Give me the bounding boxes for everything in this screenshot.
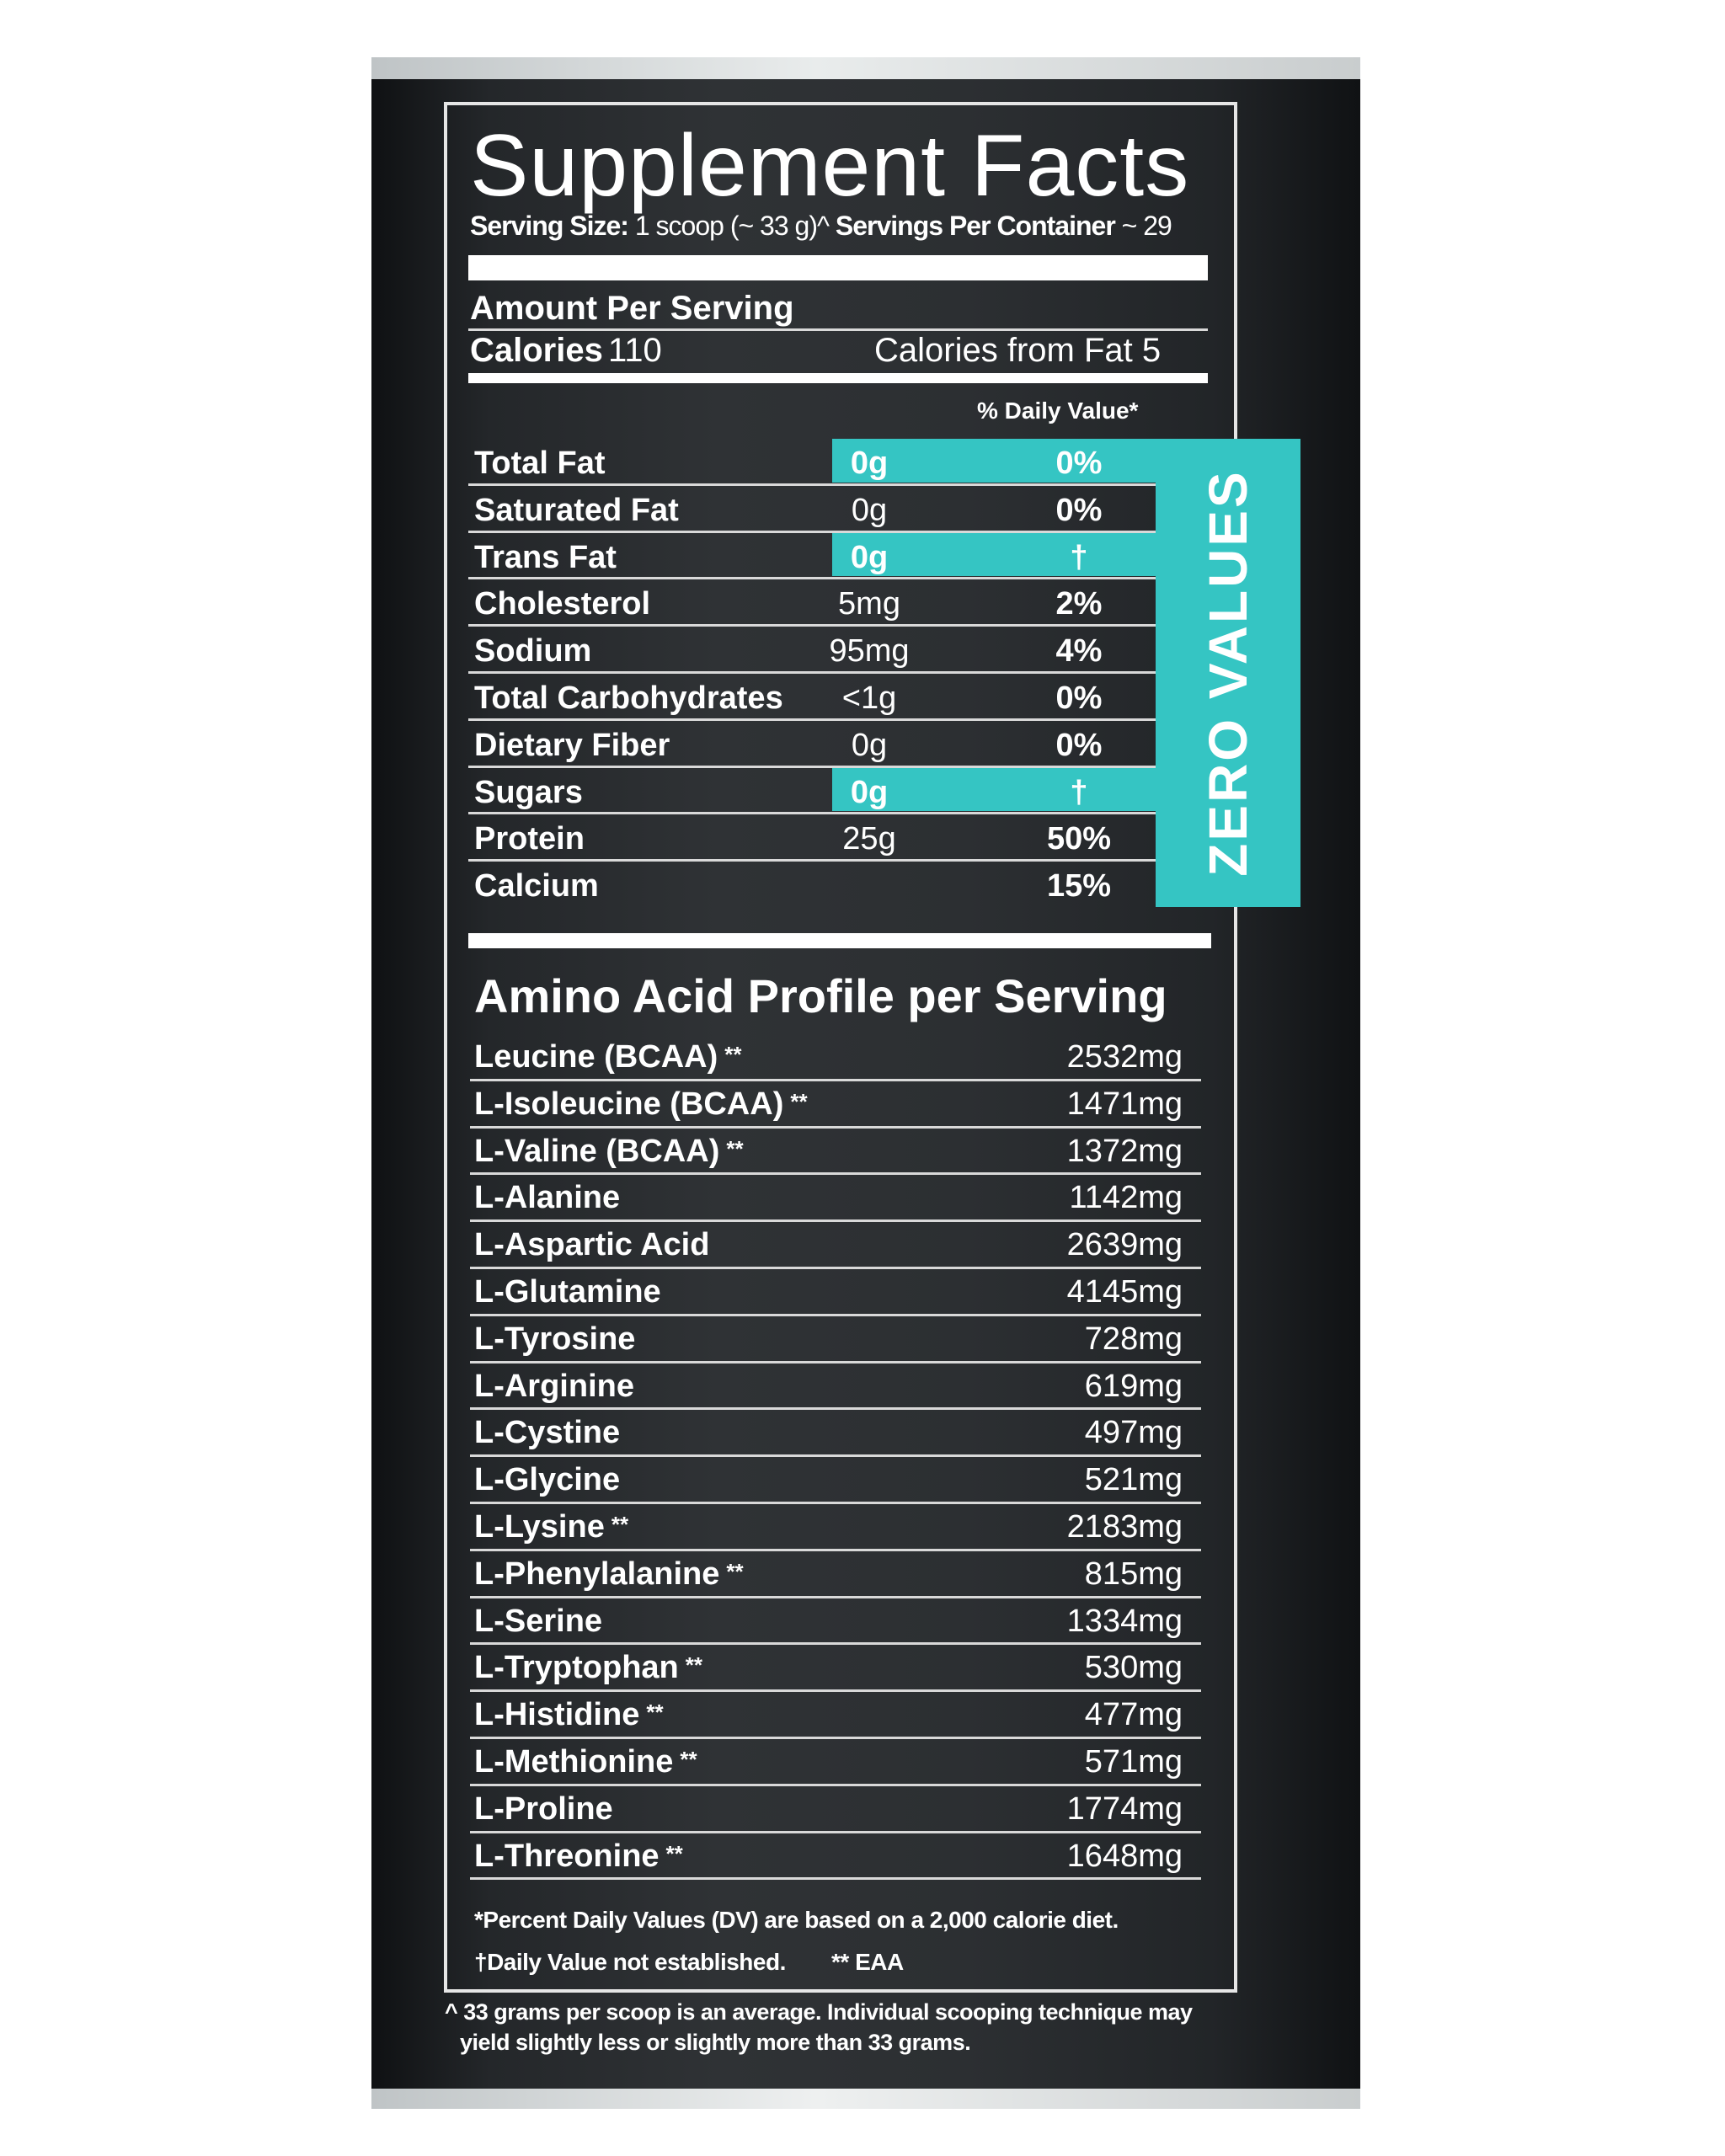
thick-divider-amino [468, 933, 1211, 948]
container-top-rim [371, 57, 1360, 79]
amino-row-divider [470, 1079, 1201, 1081]
amino-eaa-mark: ** [726, 1558, 744, 1584]
amino-eaa-mark: ** [665, 1840, 683, 1866]
amino-amount: 619mg [1084, 1368, 1183, 1404]
amino-row-divider [470, 1454, 1201, 1457]
amino-row-divider [470, 1689, 1201, 1692]
nutrient-name: Sodium [474, 633, 592, 670]
amino-eaa-mark: ** [611, 1512, 629, 1537]
amino-amount: 1774mg [1066, 1790, 1183, 1827]
amino-name-text: L-Threonine [474, 1838, 660, 1874]
nutrient-daily-value: 0% [1055, 727, 1103, 763]
amino-amount: 728mg [1084, 1321, 1183, 1357]
amino-eaa-mark: ** [726, 1135, 744, 1161]
amino-row-divider [470, 1126, 1201, 1129]
amino-name-text: L-Cystine [474, 1415, 621, 1451]
amino-row-divider [470, 1549, 1201, 1551]
servings-per-container-label: Servings Per Container [835, 211, 1115, 241]
amino-name-text: Leucine (BCAA) [474, 1039, 718, 1075]
amino-name [474, 1369, 641, 1405]
nutrient-name: Dietary Fiber [474, 727, 670, 763]
nutrient-amount: 0g [850, 539, 889, 575]
amino-row-divider [470, 1172, 1201, 1175]
amino-amount: 2639mg [1066, 1227, 1183, 1263]
servings-per-container-value: ~ 29 [1121, 211, 1172, 241]
amino-row-divider [470, 1596, 1201, 1598]
nutrient-row-divider [468, 483, 1156, 486]
amino-amount: 497mg [1084, 1415, 1183, 1451]
amino-amount: 4145mg [1066, 1274, 1183, 1310]
amino-amount: 2183mg [1066, 1509, 1183, 1545]
nutrient-daily-value: † [1070, 539, 1088, 575]
nutrient-amount: <1g [841, 680, 897, 716]
amino-name [474, 1086, 808, 1123]
amino-name-text: L-Aspartic Acid [474, 1227, 710, 1263]
amino-row-divider [470, 1267, 1201, 1269]
amino-amount: 477mg [1084, 1697, 1183, 1733]
amino-title: Amino Acid Profile per Serving [474, 969, 1167, 1022]
amino-amount: 1142mg [1069, 1180, 1183, 1216]
amino-name [474, 1604, 609, 1640]
nutrient-row-divider [468, 718, 1156, 721]
divider-calories [468, 373, 1208, 383]
daily-value-header: % Daily Value* [977, 398, 1139, 424]
nutrient-daily-value: † [1070, 774, 1088, 810]
amino-name [474, 1274, 668, 1310]
amino-amount: 815mg [1084, 1556, 1183, 1592]
nutrient-amount: 25g [842, 821, 896, 857]
amino-name [474, 1650, 702, 1686]
amino-amount: 1471mg [1066, 1086, 1183, 1122]
nutrient-amount: 0g [851, 727, 888, 763]
amino-eaa-mark: ** [724, 1042, 742, 1067]
amino-name [474, 1697, 664, 1733]
amino-eaa-mark: ** [685, 1652, 703, 1678]
nutrient-name: Cholesterol [474, 586, 651, 622]
amino-name-text: L-Phenylalanine [474, 1556, 720, 1592]
amino-name-text: L-Isoleucine (BCAA) [474, 1086, 784, 1122]
nutrient-name: Saturated Fat [474, 492, 679, 528]
amino-name-text: L-Histidine [474, 1697, 640, 1733]
amino-amount: 521mg [1084, 1462, 1183, 1498]
amino-amount: 1372mg [1066, 1133, 1183, 1169]
amino-row-divider [470, 1877, 1201, 1880]
amino-row-divider [470, 1737, 1201, 1739]
amino-row-divider [470, 1642, 1201, 1645]
amino-row-divider [470, 1314, 1201, 1316]
amino-name-text: L-Tryptophan [474, 1650, 679, 1686]
amino-row-divider [470, 1361, 1201, 1364]
nutrient-row-divider [468, 624, 1156, 627]
nutrient-name: Sugars [474, 774, 583, 810]
nutrient-row-divider [468, 577, 1156, 579]
nutrient-name: Total Carbohydrates [474, 680, 783, 716]
nutrient-daily-value: 0% [1055, 492, 1103, 528]
amino-name-text: L-Glycine [474, 1462, 621, 1498]
calories-label: Calories [470, 332, 603, 369]
footnote-scoop-2: yield slightly less or slightly more than 33 grams. [460, 2030, 971, 2055]
nutrient-amount: 5mg [838, 586, 900, 622]
nutrient-daily-value: 50% [1046, 821, 1112, 857]
amino-amount: 571mg [1084, 1744, 1183, 1780]
calories-from-fat: Calories from Fat 5 [874, 332, 1162, 369]
nutrient-daily-value: 4% [1055, 633, 1103, 670]
amino-name [474, 1462, 627, 1498]
amino-name-text: L-Serine [474, 1603, 603, 1639]
nutrient-daily-value: 2% [1055, 586, 1103, 622]
footnote-dv: *Percent Daily Values (DV) are based on a 2,000 calorie diet. [474, 1907, 1119, 1933]
nutrient-daily-value: 0% [1055, 680, 1103, 716]
zero-values-text: ZERO VALUES [1198, 469, 1258, 877]
amino-amount: 2532mg [1066, 1039, 1183, 1075]
divider-amount [468, 328, 1208, 331]
nutrient-name: Protein [474, 821, 585, 857]
footnote-dagger: †Daily Value not established. [474, 1949, 786, 1975]
amino-row-divider [470, 1831, 1201, 1833]
amino-eaa-mark: ** [680, 1747, 697, 1772]
calories-value: 110 [608, 332, 662, 369]
nutrient-row-divider [468, 812, 1156, 814]
amino-name [474, 1744, 697, 1780]
nutrient-daily-value: 0% [1055, 446, 1103, 481]
amino-name-text: L-Glutamine [474, 1274, 661, 1310]
panel-title: Supplement Facts [470, 117, 1190, 215]
amino-name-text: L-Proline [474, 1790, 613, 1827]
amino-name-text: L-Tyrosine [474, 1321, 636, 1357]
amino-amount: 1648mg [1066, 1838, 1183, 1874]
amino-name [474, 1134, 744, 1170]
amino-name [474, 1227, 716, 1263]
amino-name [474, 1791, 620, 1828]
amino-name-text: L-Alanine [474, 1180, 621, 1216]
amino-amount: 1334mg [1066, 1603, 1183, 1639]
nutrient-row-divider [468, 859, 1156, 862]
amount-per-serving: Amount Per Serving [470, 290, 794, 327]
nutrient-amount: 95mg [829, 633, 910, 670]
amino-name-text: L-Methionine [474, 1744, 674, 1780]
nutrient-amount: 0g [850, 446, 889, 481]
amino-name [474, 1556, 744, 1593]
amino-name [474, 1838, 683, 1875]
amino-name [474, 1321, 642, 1358]
amino-name-text: L-Lysine [474, 1509, 605, 1545]
footnote-eaa: ** EAA [831, 1949, 904, 1975]
serving-size-value: 1 scoop (~ 33 g)^ [634, 211, 829, 241]
nutrient-daily-value: 15% [1046, 868, 1112, 905]
nutrient-name: Total Fat [474, 446, 606, 481]
nutrient-amount: 0g [851, 492, 888, 528]
amino-row-divider [470, 1784, 1201, 1786]
amino-row-divider [470, 1219, 1201, 1222]
nutrient-name: Calcium [474, 868, 599, 905]
serving-info [470, 211, 1172, 242]
amino-name [474, 1509, 628, 1545]
nutrient-row-divider [468, 671, 1156, 674]
amino-amount: 530mg [1084, 1650, 1183, 1686]
serving-size-label: Serving Size: [470, 211, 628, 241]
amino-name-text: L-Valine (BCAA) [474, 1133, 720, 1169]
amino-row-divider [470, 1502, 1201, 1504]
amino-name [474, 1039, 741, 1075]
nutrient-name: Trans Fat [474, 539, 617, 575]
nutrient-amount: 0g [850, 774, 889, 810]
container-bottom-rim [371, 2089, 1360, 2109]
amino-row-divider [470, 1407, 1201, 1410]
thick-divider-top [468, 255, 1208, 280]
amino-name [474, 1415, 627, 1451]
footnote-scoop-1: ^ 33 grams per scoop is an average. Individual scooping technique may [445, 1999, 1193, 2025]
amino-name [474, 1180, 627, 1216]
amino-eaa-mark: ** [790, 1088, 808, 1114]
amino-eaa-mark: ** [646, 1700, 664, 1726]
amino-name-text: L-Arginine [474, 1368, 634, 1404]
